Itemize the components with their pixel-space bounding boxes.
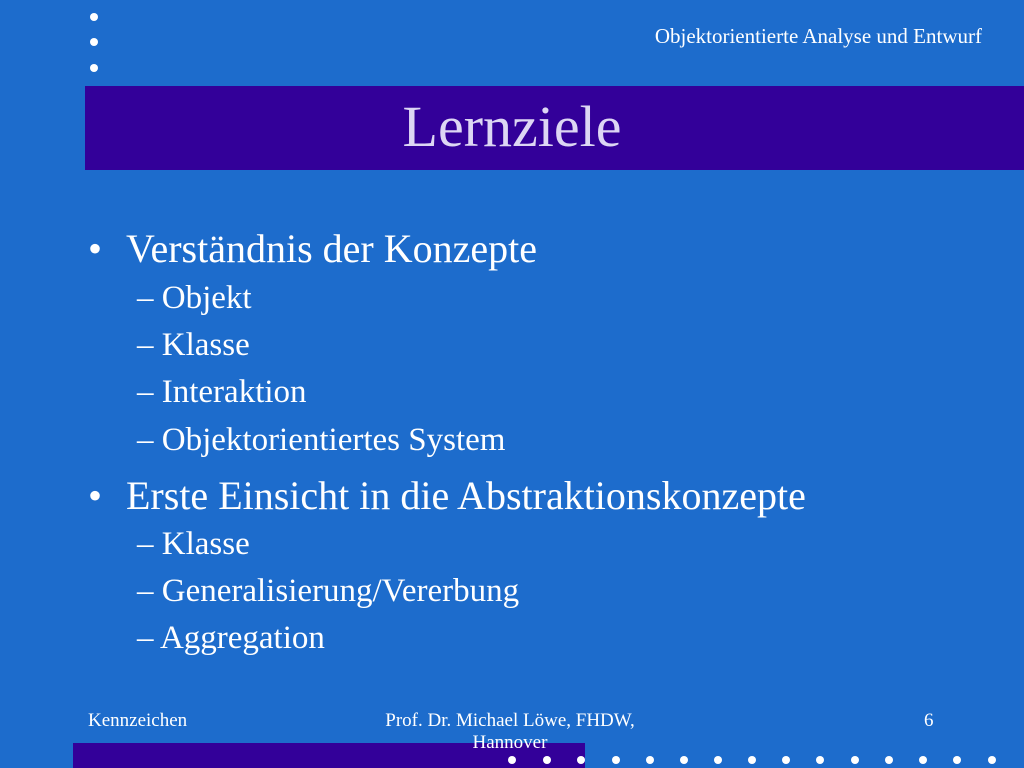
bullet-item	[88, 226, 537, 271]
footer-author-line2: Hannover	[472, 731, 548, 753]
decor-dot-top-2	[90, 38, 98, 46]
decor-dot-bottom-7	[714, 756, 722, 764]
footer-author	[360, 710, 660, 754]
sub-item: – Aggregation	[137, 620, 325, 656]
bullet-text: Erste Einsicht in die Abstraktionskonzepte	[126, 473, 806, 518]
sub-item: – Klasse	[137, 327, 250, 363]
sub-item-text: Klasse	[161, 526, 250, 562]
sub-item-text: Objekt	[161, 280, 252, 316]
decor-dot-bottom-11	[851, 756, 859, 764]
bullet-text: Verständnis der Konzepte	[126, 226, 537, 271]
decor-dot-bottom-10	[816, 756, 824, 764]
sub-item: – Klasse	[137, 526, 250, 562]
sub-item-text: Aggregation	[159, 620, 325, 656]
decor-dot-bottom-1	[508, 756, 516, 764]
decor-dot-bottom-13	[919, 756, 927, 764]
decor-dot-top-3	[90, 64, 98, 72]
footer-section-label: Kennzeichen	[88, 710, 188, 731]
sub-item-text: Generalisierung/Vererbung	[161, 573, 520, 609]
decor-dot-bottom-12	[885, 756, 893, 764]
sub-item: – Objekt	[137, 280, 252, 316]
sub-item-text: Objektorientiertes System	[161, 422, 506, 458]
decor-dot-bottom-2	[543, 756, 551, 764]
sub-item: – Objektorientiertes System	[137, 422, 506, 458]
footer-author-line1: Prof. Dr. Michael Löwe, FHDW,	[385, 710, 635, 731]
page-number: 6	[924, 710, 934, 731]
slide-title: Lernziele	[402, 94, 622, 159]
sub-item: – Interaktion	[137, 374, 307, 410]
course-title: Objektorientierte Analyse und Entwurf	[654, 24, 982, 48]
decor-dot-bottom-5	[646, 756, 654, 764]
decor-dot-bottom-15	[988, 756, 996, 764]
decor-dot-bottom-3	[577, 756, 585, 764]
sub-item-text: Interaktion	[161, 374, 307, 410]
sub-item: – Generalisierung/Vererbung	[137, 573, 520, 609]
decor-dot-bottom-14	[953, 756, 961, 764]
decor-dot-bottom-9	[782, 756, 790, 764]
decor-dot-bottom-4	[612, 756, 620, 764]
bullet-item	[88, 473, 806, 518]
decor-dot-top-1	[90, 13, 98, 21]
decor-dot-bottom-8	[748, 756, 756, 764]
bullet-mark: •	[88, 226, 103, 271]
decor-dot-bottom-6	[680, 756, 688, 764]
sub-item-text: Klasse	[161, 327, 250, 363]
bullet-mark: •	[88, 473, 103, 518]
